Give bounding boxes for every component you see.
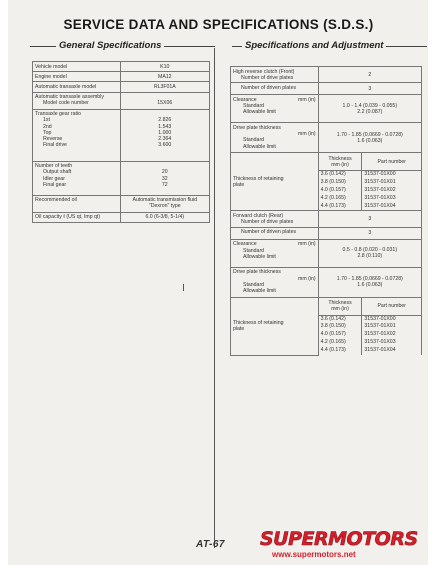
rear-clutch-retaining-label (233, 320, 316, 332)
spec-value (123, 74, 207, 80)
page-number: AT-67 (196, 539, 225, 550)
spec-label-line: Automatic transaxle model (35, 83, 97, 90)
front-clutch-driven-plates-value: 3 (318, 83, 421, 95)
spec-value-line: RL3F01A (153, 83, 176, 90)
rear-clutch-retaining-label-line: plate (233, 326, 245, 333)
spec-label-cell (33, 212, 121, 222)
spec-value-line: K10 (160, 63, 170, 70)
spec-label-line: Output shaft (43, 169, 72, 176)
spec-label-line: Recommended oil (35, 197, 77, 204)
general-specifications-table (32, 61, 210, 223)
spec-value-line: 6.0 (6-3/8, 5-1/4) (145, 214, 185, 221)
spec-value-line: "Dexron" type (148, 203, 181, 210)
front-clutch-thickness-standard-label: Standard (243, 137, 265, 144)
watermark-brand: SUPERMOTORS (260, 528, 418, 550)
rear-clutch-drive-plates-row (231, 211, 422, 227)
spec-label-cell (33, 72, 121, 82)
rear-clutch-retaining-label-cell (231, 297, 319, 355)
spec-row (33, 92, 210, 109)
spec-label-line: Model code number (43, 100, 89, 107)
front-clutch-retaining-thickness: 3.6 (0.142) (318, 171, 362, 179)
front-clutch-clearance-allowable-label: Allowable limit (243, 109, 276, 116)
spec-label-line: Automatic transaxle assembly (35, 94, 104, 101)
spec-value (123, 214, 207, 220)
spec-label-line: Final gear (43, 181, 67, 188)
spec-label (35, 163, 118, 188)
specifications-adjustment-table (230, 66, 422, 356)
front-clutch-retaining-part: 31537-01X03 (362, 195, 422, 203)
rear-clutch-driven-plates-label: Number of driven plates (241, 229, 297, 236)
spec-value (123, 163, 207, 188)
spec-value-cell (120, 72, 209, 82)
spec-value-line: 3.600 (158, 142, 172, 149)
rear-clutch-retaining-thickness-head-text (321, 300, 360, 312)
rear-clutch-thickness-limit: 1.6 (0.063) (357, 282, 383, 289)
spec-value (123, 94, 207, 106)
rear-clutch-clearance-limit: 2.8 (0.110) (357, 253, 383, 260)
rear-clutch-clearance-row (231, 239, 422, 267)
front-clutch-retaining-thickness: 3.8 (0.150) (318, 179, 362, 187)
front-clutch-thickness-row (231, 123, 422, 153)
rear-clutch-thickness-label-cell (231, 267, 319, 297)
spec-value (123, 84, 207, 90)
spec-label-line: Transaxle gear ratio (35, 111, 81, 118)
front-clutch-retaining-part: 31537-01X04 (362, 203, 422, 211)
margin-mark (183, 284, 184, 291)
front-clutch-retaining-label-line: plate (233, 181, 245, 188)
spec-row (33, 212, 210, 222)
front-clutch-clearance-values (318, 95, 421, 123)
spec-label (35, 64, 118, 70)
rear-clutch-retaining-part: 31537-01X01 (362, 323, 422, 331)
front-clutch-clearance-standard: 1.0 - 1.4 (0.039 - 0.055) (342, 102, 398, 109)
front-clutch-retaining-thickness-head (318, 153, 362, 171)
spec-label (35, 214, 118, 220)
front-clutch-thickness-allowable-label: Allowable limit (243, 143, 276, 150)
spec-row (33, 195, 210, 212)
front-clutch-thickness-limit: 1.6 (0.063) (357, 137, 383, 144)
front-clutch-clearance-label: Clearance (233, 96, 257, 103)
spec-label (35, 197, 118, 203)
rear-clutch-drive-plates-label-cell (231, 211, 319, 227)
front-clutch-retaining-label-cell (231, 153, 319, 211)
general-specifications-title: General Specifications (56, 40, 164, 51)
rear-clutch-title: Forward clutch (Rear) (233, 212, 284, 219)
rear-clutch-thickness-unit: mm (in) (298, 275, 316, 282)
front-clutch-thickness-label: Drive plate thickness (233, 124, 281, 131)
spec-label-cell (33, 62, 121, 72)
rear-clutch-driven-plates-label-cell (231, 227, 319, 239)
spec-label-cell (33, 195, 121, 212)
page-title: SERVICE DATA AND SPECIFICATIONS (S.D.S.) (63, 17, 374, 32)
rear-clutch-retaining-part: 31537-01X04 (362, 347, 422, 355)
spec-value (123, 197, 207, 209)
spec-value-cell (120, 92, 209, 109)
front-clutch-retaining-thickness-head-text (321, 156, 360, 168)
spec-value-line: 32 (161, 175, 168, 182)
spec-label (35, 74, 118, 80)
spec-label-line: Oil capacity ℓ (US qt, Imp qt) (35, 214, 101, 221)
rear-clutch-retaining-thickness-head-text-line: mm (in) (331, 306, 349, 313)
rear-clutch-thickness-row (231, 267, 422, 297)
rear-clutch-retaining-thickness: 3.8 (0.150) (318, 323, 362, 331)
front-clutch-retaining-part-head: Part number (362, 153, 422, 171)
spec-label (35, 84, 118, 90)
spec-value-line: 1.000 (158, 129, 172, 136)
rear-clutch-drive-plates-label: Number of drive plates (241, 219, 294, 226)
front-clutch-thickness-label-cell (231, 123, 319, 153)
rear-clutch-clearance-standard: 0.5 - 0.8 (0.020 - 0.031) (342, 247, 398, 254)
rear-clutch-retaining-thickness-head-text-line: Thickness (328, 300, 352, 307)
spec-label-line: Final drive (43, 142, 67, 149)
front-clutch-thickness-unit: mm (in) (298, 131, 316, 138)
rear-clutch-retaining-label-line: Thickness of retaining (233, 320, 284, 327)
spec-value-line: 20 (161, 169, 168, 176)
front-clutch-title: High reverse clutch (Front) (233, 68, 295, 75)
front-clutch-retaining-head-row (231, 153, 422, 171)
spec-label-cell (33, 109, 121, 161)
spec-label-line: Vehicle model (35, 63, 68, 70)
front-clutch-retaining-thickness: 4.4 (0.173) (318, 203, 362, 211)
rear-clutch-retaining-head-row (231, 297, 422, 315)
front-clutch-thickness-values (318, 123, 421, 153)
front-clutch-drive-plates-row (231, 67, 422, 83)
spec-value-line: 2.364 (158, 135, 172, 142)
rear-clutch-thickness-values (318, 267, 421, 297)
spec-label (35, 94, 118, 106)
rear-clutch-thickness-standard-label: Standard (243, 281, 265, 288)
spec-label-line: Top (43, 129, 52, 136)
spec-row (33, 109, 210, 161)
front-clutch-retaining-label (233, 176, 316, 188)
rear-clutch-retaining-part: 31537-01X02 (362, 331, 422, 339)
front-clutch-clearance-standard-label: Standard (243, 103, 265, 110)
spec-row (33, 161, 210, 195)
front-clutch-clearance-row (231, 95, 422, 123)
front-clutch-retaining-label-line: Thickness of retaining (233, 175, 284, 182)
front-clutch-retaining-part: 31537-01X02 (362, 187, 422, 195)
rear-clutch-clearance-standard-label: Standard (243, 247, 265, 254)
rear-clutch-clearance-allowable-label: Allowable limit (243, 253, 276, 260)
rear-clutch-retaining-part: 31537-01X00 (362, 315, 422, 323)
rear-clutch-clearance-values (318, 239, 421, 267)
spec-value (123, 111, 207, 148)
spec-value-line: Automatic transmission fluid (132, 197, 198, 204)
spec-value-line: 2.826 (158, 117, 172, 124)
supermotors-watermark (258, 528, 433, 562)
spec-label-line: Reverse (43, 135, 63, 142)
spec-value-cell (120, 82, 209, 92)
spec-value-cell (120, 161, 209, 195)
front-clutch-driven-plates-label: Number of driven plates (241, 84, 297, 91)
spec-value-line: 15X06 (157, 100, 173, 107)
rear-clutch-retaining-thickness: 4.0 (0.157) (318, 331, 362, 339)
rear-clutch-thickness-standard: 1.70 - 1.85 (0.0669 - 0.0728) (336, 276, 403, 283)
front-clutch-retaining-part: 31537-01X01 (362, 179, 422, 187)
front-clutch-retaining-thickness-head-text-line: Thickness (328, 155, 352, 162)
spec-label-line: Engine model (35, 73, 67, 80)
column-divider (214, 48, 215, 548)
spec-label-cell (33, 161, 121, 195)
spec-value-cell (120, 109, 209, 161)
spec-label-line: 1st (43, 117, 50, 124)
front-clutch-retaining-thickness: 4.2 (0.165) (318, 195, 362, 203)
front-clutch-clearance-limit: 2.2 (0.087) (357, 108, 383, 115)
spec-value (123, 64, 207, 70)
rear-clutch-driven-plates-row (231, 227, 422, 239)
watermark-url: www.supermotors.net (272, 550, 356, 559)
front-clutch-drive-plates-value: 2 (318, 67, 421, 83)
rear-clutch-retaining-part: 31537-01X03 (362, 339, 422, 347)
spec-value-cell (120, 195, 209, 212)
spec-row (33, 82, 210, 92)
rear-clutch-thickness-allowable-label: Allowable limit (243, 287, 276, 294)
spec-value-cell (120, 212, 209, 222)
spec-value-line: 72 (161, 181, 168, 188)
front-clutch-driven-plates-row (231, 83, 422, 95)
rear-clutch-thickness-label: Drive plate thickness (233, 269, 281, 276)
spec-value-line: 1.543 (158, 123, 172, 130)
spec-row (33, 72, 210, 82)
spec-value-line: MA12 (158, 73, 172, 80)
rear-clutch-retaining-thickness: 3.6 (0.142) (318, 315, 362, 323)
rear-clutch-clearance-label-cell (231, 239, 319, 267)
specifications-adjustment-title: Specifications and Adjustment (242, 40, 386, 51)
front-clutch-clearance-unit: mm (in) (298, 96, 316, 103)
rear-clutch-retaining-part-head: Part number (362, 297, 422, 315)
rear-clutch-driven-plates-value: 3 (318, 227, 421, 239)
front-clutch-retaining-part: 31537-01X00 (362, 171, 422, 179)
front-clutch-drive-plates-label: Number of drive plates (241, 74, 294, 81)
front-clutch-retaining-thickness-head-text-line: mm (in) (331, 161, 349, 168)
spec-label (35, 111, 118, 148)
front-clutch-clearance-label-cell (231, 95, 319, 123)
rear-clutch-retaining-thickness: 4.4 (0.173) (318, 347, 362, 355)
front-clutch-thickness-standard: 1.70 - 1.85 (0.0669 - 0.0728) (336, 131, 403, 138)
spec-label-cell (33, 82, 121, 92)
spec-row (33, 62, 210, 72)
rear-clutch-retaining-thickness-head (318, 297, 362, 315)
rear-clutch-clearance-label: Clearance (233, 241, 257, 248)
spec-label-line: Number of teeth (35, 163, 73, 170)
rear-clutch-clearance-unit: mm (in) (298, 241, 316, 248)
front-clutch-driven-plates-label-cell (231, 83, 319, 95)
rear-clutch-drive-plates-value: 3 (318, 211, 421, 227)
front-clutch-drive-plates-label-cell (231, 67, 319, 83)
spec-label-line: Idler gear (43, 175, 65, 182)
spec-value-cell (120, 62, 209, 72)
rear-clutch-retaining-thickness: 4.2 (0.165) (318, 339, 362, 347)
spec-label-line: 2nd (43, 123, 52, 130)
spec-label-cell (33, 92, 121, 109)
front-clutch-retaining-thickness: 4.0 (0.157) (318, 187, 362, 195)
